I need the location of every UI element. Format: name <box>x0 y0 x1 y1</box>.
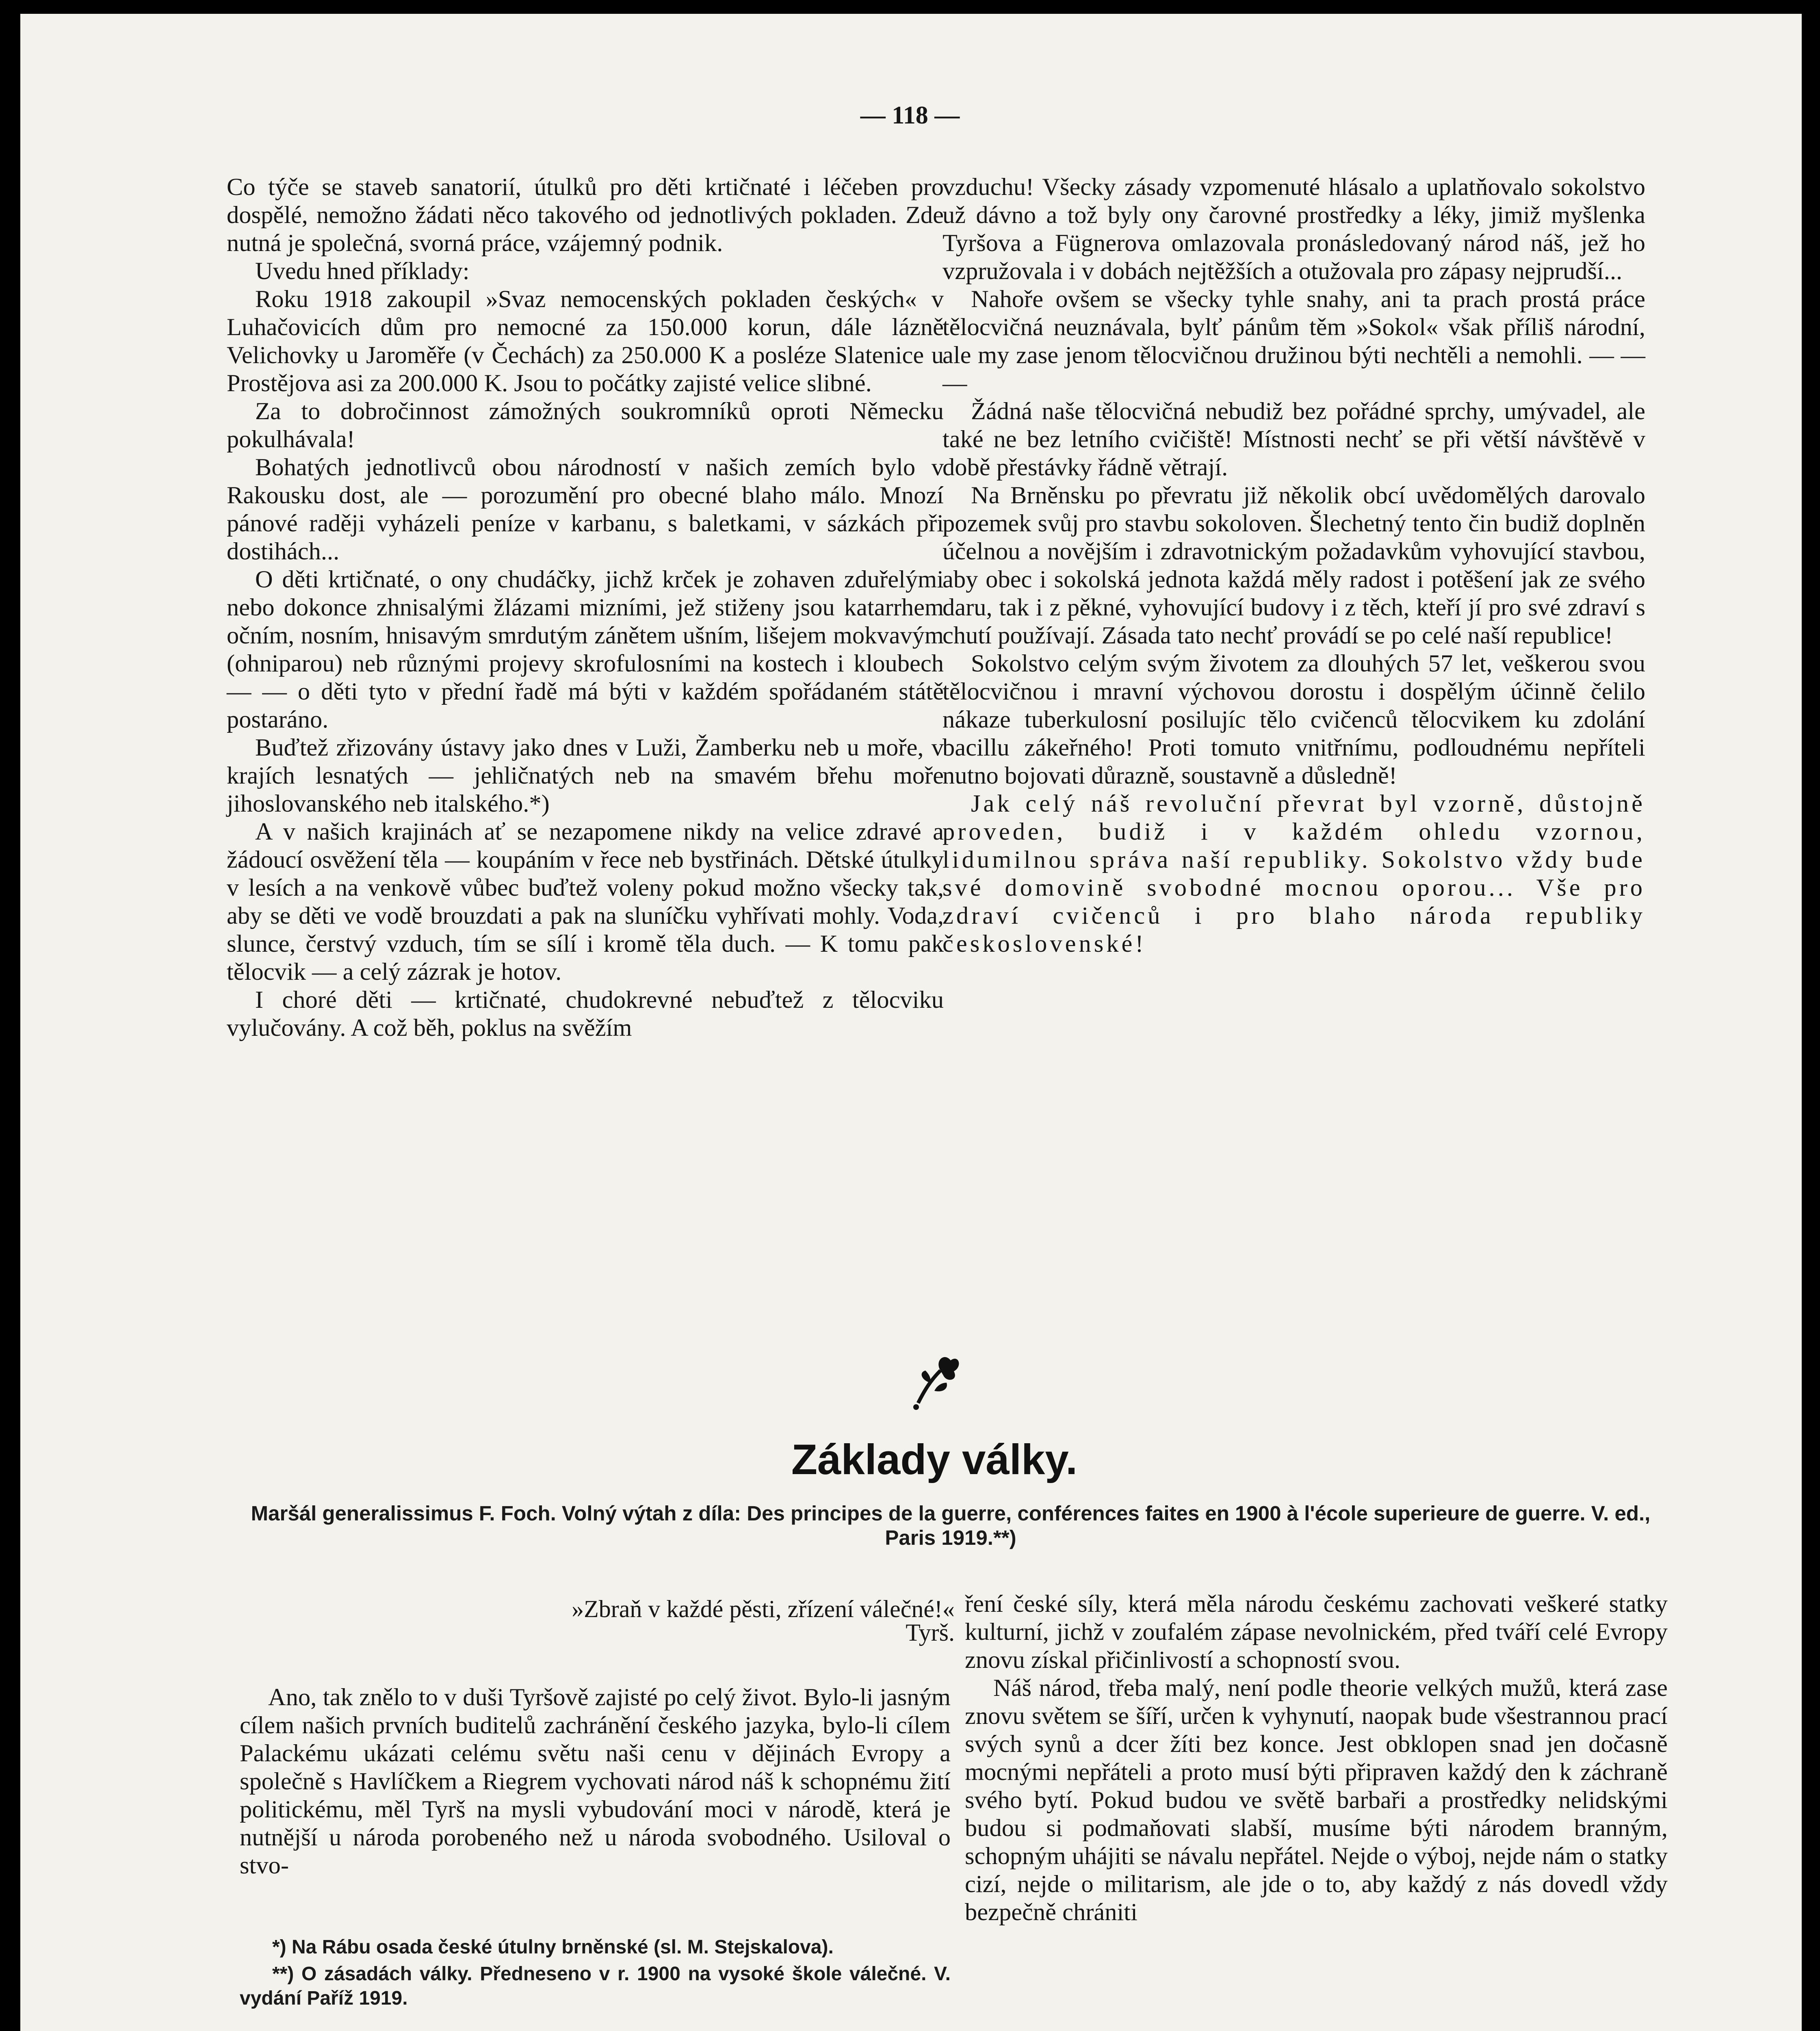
paragraph: Roku 1918 zakoupil »Svaz nemocenských pokladen českých« v Luhačovicích dům pro nemocné za 150.000 korun, dále lázně Velichovky u Jaroměře (v Čechách) za 250.000 K a posléze Slatenice u Prostějova asi za 200.000 K. Jsou to počátky zajisté velice slibné. <box>227 286 944 397</box>
paragraph: Bohatých jednotlivců obou národností v našich zemích bylo v Rakousku dost, ale — porozumění pro obecné blaho málo. Mnozí pánové raději vyházeli peníze v karbanu, s baletkami, v sázkách při dostihách... <box>227 454 944 565</box>
paragraph: ření české síly, která měla národu českému zachovati veškeré statky kulturní, jichž v zoufalém zápase nevolnickém, před tváří celé Evropy znovu získal přičinlivostí a schopností svou. <box>965 1590 1668 1674</box>
paragraph: Žádná naše tělocvičná nebudiž bez pořádné sprchy, umývadel, ale také ne bez letního cvičiště! Místnosti nechť se při větší návštěvě v době přestávky řádně větrají. <box>942 398 1645 481</box>
epigraph-quote: »Zbraň v každé pěsti, zřízení válečné!« <box>572 1596 955 1622</box>
page-number: — 118 — <box>860 102 960 129</box>
paragraph: I choré děti — krtičnaté, chudokrevné nebuďtež z tělocviku vylučovány. A což běh, poklus na svěžím <box>227 986 944 1041</box>
footnote: **) O zásadách války. Předneseno v r. 1900 na vysoké škole válečné. V. vydání Paříž 1919. <box>240 1963 951 2009</box>
epigraph-author: Tyrš. <box>906 1619 955 1646</box>
paragraph: Buďtež zřizovány ústavy jako dnes v Luži, Žamberku neb u moře, v krajích lesnatých — jehličnatých neb na smavém břehu moře jihoslovanského neb italského.*) <box>227 734 944 817</box>
article-title: Základy války. <box>791 1436 1078 1483</box>
article-column-right <box>965 1590 1668 1926</box>
article-column-left <box>240 1683 951 1879</box>
paragraph: Náš národ, třeba malý, není podle theorie velkých mužů, která zase znovu světem se šíří, určen k vyhynutí, naopak bude všestrannou prací svých synů a dcer žíti bez konce. Jest obklopen snad jen dočasně mocnými nepřáteli a proto musí býti připraven každý den k záchraně svého bytí. Pokud budou ve světě barbaři a prostředky nelidskými budou si podmaňovati slabší, musíme býti národem branným, schopným uhájiti se návalu nepřátel. Nejde o výboj, nejde nám o statky cizí, nejde o militarism, ale jde o to, aby každý z nás dovedl vždy bezpečně chrániti <box>965 1674 1668 1926</box>
paragraph-spaced: Jak celý náš revoluční převrat byl vzorně, důstojně proveden, budiž i v každém ohledu vzornou, lidumilnou správa naší republiky. Sokolstvo vždy bude své domovině svobodné mocnou oporou... Vše pro zdraví cvičenců i pro blaho národa republiky československé! <box>942 790 1645 957</box>
paragraph: Za to dobročinnost zámožných soukromníků oproti Německu pokulhávala! <box>227 398 944 453</box>
paragraph: O děti krtičnaté, o ony chudáčky, jichž krček je zohaven zduřelými nebo dokonce zhnisalými žlázami mizními, jež stiženy jsou katarrhem očním, nosním, hnisavým smrdutým zánětem ušním, lišejem mokvavým (ohniparou) neb různými projevy skrofulosními na kostech i kloubech — — o děti tyto v přední řadě má býti v každém spořádaném státě postaráno. <box>227 566 944 733</box>
paragraph: Co týče se staveb sanatorií, útulků pro děti krtičnaté i léčeben pro dospělé, nemožno žádati něco takového od jednotlivých pokladen. Zde nutná je společná, svorná práce, vzájemný podnik. <box>227 173 944 257</box>
paragraph: vzduchu! Všecky zásady vzpomenuté hlásalo a uplatňovalo sokolstvo už dávno a tož byly ony čarovné prostředky a léky, jimiž myšlenka Tyršova a Fügnerova omlazovala pronásledovaný národ náš, jež ho vzpružovala i v dobách nejtěžších a otužovala pro zápasy nejprudší... <box>942 173 1645 285</box>
paragraph: Ano, tak znělo to v duši Tyršově zajisté po celý život. Bylo-li jasným cílem našich prvních buditelů zachránění českého jazyka, bylo-li cílem Palackému ukázati celému světu naši cenu v dějinách Evropy a společně s Havlíčkem a Riegrem vychovati národ náš k schopnému žití politickému, měl Tyrš na mysli vybudování moci v národě, která je nutnější u národa porobeného než u národa svobodného. Usiloval o stvo- <box>240 1684 951 1879</box>
footnotes <box>240 1935 951 2013</box>
column-right <box>942 173 1645 958</box>
footnote: *) Na Rábu osada české útulny brněnské (sl. M. Stejskalova). <box>272 1936 834 1958</box>
article-subtitle: Maršál generalissimus F. Foch. Volný výtah z díla: Des principes de la guerre, conférences faites en 1900 à l'école superieure de guerre. V. ed., Paris 1919.**) <box>251 1502 1651 1549</box>
paragraph: Na Brněnsku po převratu již několik obcí uvědomělých darovalo pozemek svůj pro stavbu sokoloven. Šlechetný tento čin budiž doplněn účelnou a novějším i zdravotnickým požadavkům vyhovující stavbou, aby obec i sokolská jednota každá měly radost i potěšení jak ze svého daru, tak i z pěkné, vyhovující budovy i z těch, kteří jí pro své zdraví s chutí používají. Zásada tato nechť provádí se po celé naší republice! <box>942 482 1645 649</box>
epigraph <box>305 1597 955 1644</box>
paragraph: Uvedu hned příklady: <box>255 258 470 285</box>
paragraph: A v našich krajinách ať se nezapomene nikdy na velice zdravé a žádoucí osvěžení těla — koupáním v řece neb bystřinách. Dětské útulky v lesích a na venkově vůbec buďtež voleny pokud možno všecky tak, aby se děti ve vodě brouzdati a pak na sluníčku vyhřívati mohly. Voda, slunce, čerstvý vzduch, tím se sílí i kromě těla duch. — K tomu pak tělocvik — a celý zázrak je hotov. <box>227 818 944 985</box>
paragraph: Sokolstvo celým svým životem za dlouhých 57 let, veškerou svou tělocvičnou i mravní výchovou dorostu i dospělým účinně čelilo nákaze tuberkulosní posilujíc tělo cvičenců tělocvikem ku zdolání bacillu zákeřného! Proti tomuto vnitřnímu, podloudnému nepříteli nutno bojovati důrazně, soustavně a důsledně! <box>942 650 1645 789</box>
paragraph: Nahoře ovšem se všecky tyhle snahy, ani ta prach prostá práce tělocvičná neuznávala, bylť pánům těm »Sokol« však příliš národní, ale my zase jenom tělocvičnou družinou býti nechtěli a nemohli. — — — <box>942 286 1645 397</box>
column-left <box>227 173 944 1042</box>
document-page <box>20 14 1802 2031</box>
floral-ornament-icon <box>906 1342 963 1411</box>
